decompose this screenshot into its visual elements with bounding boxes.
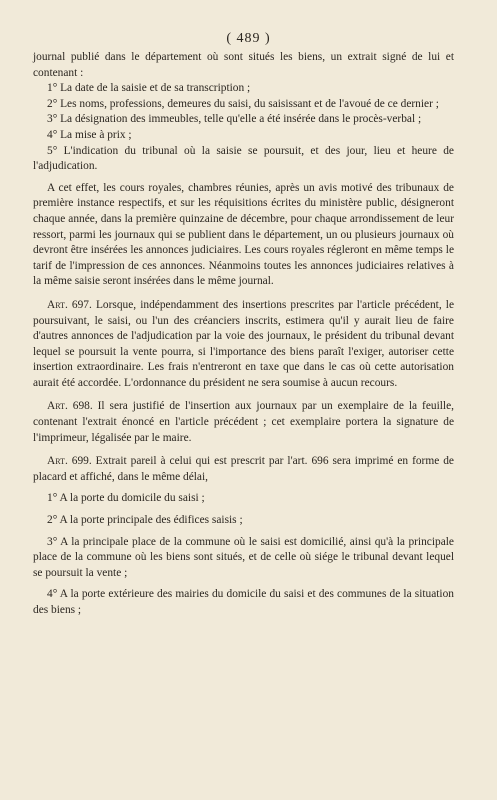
article-699-label: Art. 699. bbox=[47, 455, 92, 468]
list-item-mairies: 4° A la porte extérieure des mairies du domicile du saisi et des communes de la situation des biens ; bbox=[33, 588, 454, 616]
paragraph-intro: journal publié dans le département où sont situés les biens, un extrait signé de lui et contenant : bbox=[33, 51, 454, 79]
list-item-names: 2° Les noms, professions, demeures du saisi, du saisissant et de l'avoué de ce dernier ; bbox=[47, 97, 439, 110]
article-698 bbox=[33, 399, 454, 446]
page-body bbox=[33, 50, 454, 619]
list-item-tribunal: 5° L'indication du tribunal où la saisie se poursuit, et des jour, lieu et heure de l'adjudication. bbox=[33, 144, 454, 173]
article-697-text: Lorsque, indépendamment des insertions prescrites par l'article précédent, le poursuivant, le saisi, ou l'un des créanciers inscrits, estimera qu'il y aurait lieu de faire d'autres annonces de l'adjudication par la voie des journaux, le président du tribunal devant lequel se poursuit la vente pourra, si l'importance des biens paraît l'exiger, autoriser cette insertion extraordinaire. Les frais n'entreront en taxe que dans le cas où cette autorisation aurait été accordée. L'ordonnance du président ne sera soumise à aucun recours. bbox=[33, 298, 454, 389]
list-item-principale-place: 3° A la principale place de la commune où le saisi est domicilié, ainsi qu'à la principale place de la commune où les biens sont situés, et de celle où siége le tribunal devant lequel se poursuit la vente ; bbox=[33, 535, 454, 579]
list-item-date: 1° La date de la saisie et de sa transcription ; bbox=[47, 82, 251, 95]
list-item-designation: 3° La désignation des immeubles, telle qu'elle a été insérée dans le procès-verbal ; bbox=[47, 113, 422, 126]
article-699-text: Extrait pareil à celui qui est prescrit par l'art. 696 sera imprimé en forme de placard et affiché, dans le même délai, bbox=[33, 455, 454, 483]
article-699 bbox=[33, 454, 454, 485]
list-item-edifices: 2° A la porte principale des édifices saisis ; bbox=[47, 514, 243, 527]
list-item-domicile: 1° A la porte du domicile du saisi ; bbox=[47, 492, 205, 505]
page-number: ( 489 ) bbox=[226, 31, 271, 46]
article-697-label: Art. 697. bbox=[47, 298, 92, 311]
paragraph-cours-royales: A cet effet, les cours royales, chambres réunies, après un avis motivé des tribunaux de première instance respectifs, et sur les réquisitions écrites du ministère public, désigneront chaque année, dans la première quinzaine de décembre, pour chaque arrondissement de leur ressort, parmi les journaux qui se publient dans le département, un ou plusieurs journaux où devront être insérées les annonces judiciaires. Les cours royales régleront en même temps le tarif de l'impression de ces annonces. Néanmoins toutes les annonces judiciaires relatives à la même saisie seront insérées dans le même journal. bbox=[33, 181, 454, 288]
list-item-price: 4° La mise à prix ; bbox=[47, 128, 132, 141]
article-698-label: Art. 698. bbox=[47, 400, 93, 413]
article-698-text: Il sera justifié de l'insertion aux journaux par un exemplaire de la feuille, contenant l'extrait énoncé en l'article précédent ; cet exemplaire portera la signature de l'imprimeur, légalisée par le maire. bbox=[33, 400, 454, 444]
article-697 bbox=[33, 298, 454, 392]
